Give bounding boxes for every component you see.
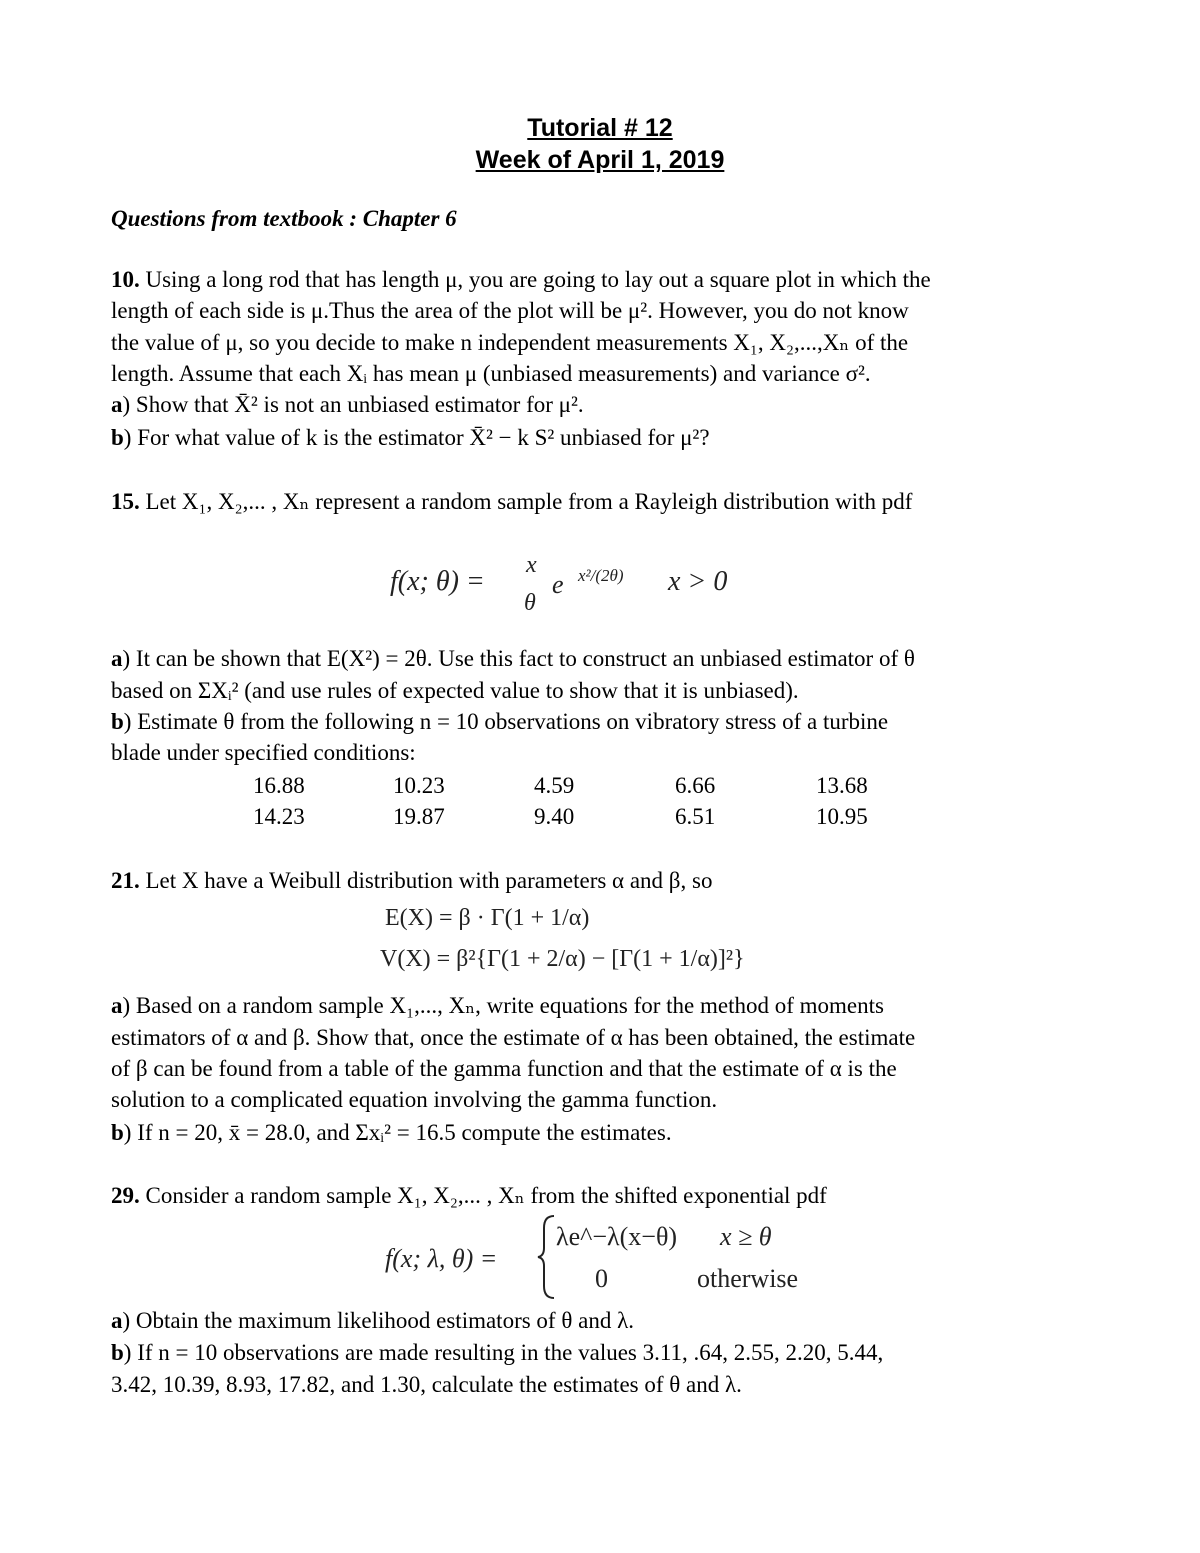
q15-pdf-lhs: f(x; θ) = (390, 566, 485, 597)
q15-a-text-1: ) It can be shown that E(X²) = 2θ. Use this fact to construct an unbiased estimator of θ (122, 646, 915, 671)
observation-value: 9.40 (534, 804, 575, 829)
q29-case-1-condition: x ≥ θ (720, 1222, 772, 1251)
q15-line-1 (111, 488, 912, 516)
q15-number: 15. (111, 489, 140, 514)
q15-text-1: Let X₁, X₂,... , Xₙ represent a random sample from a Rayleigh distribution with pdf (145, 489, 913, 514)
q15-part-a-1 (111, 645, 915, 673)
q15-pdf-exponent: x²/(2θ) (578, 566, 624, 585)
q10-part-a (111, 391, 584, 419)
q29-line-1 (111, 1182, 827, 1210)
q15-b-text-1: ) Estimate θ from the following n = 10 observations on vibratory stress of a turbine (123, 709, 889, 734)
q15-b-label: b (111, 709, 124, 734)
q29-a-label: a (111, 1308, 123, 1333)
observation-value: 6.66 (675, 773, 716, 798)
q21-part-b (111, 1119, 672, 1147)
q29-part-b-1 (111, 1339, 883, 1367)
q10-number: 10. (111, 267, 140, 292)
q15-pdf-exp-base: e (552, 570, 564, 599)
q21-number: 21. (111, 868, 140, 893)
q10-a-text: ) Show that X̄² is not an unbiased estimator for μ². (122, 392, 584, 417)
observation-value: 10.95 (816, 804, 868, 829)
q29-case-1-expression: λe^−λ(x−θ) (556, 1222, 678, 1251)
q21-part-a-1 (111, 992, 884, 1020)
q10-b-label: b (111, 425, 124, 450)
observation-value: 6.51 (675, 804, 716, 829)
q10-text-1: Using a long rod that has length μ, you are going to lay out a square plot in which the (145, 267, 931, 292)
q15-pdf-numerator: x (526, 552, 537, 578)
page-title: Tutorial # 12 (527, 114, 673, 142)
q21-a-text-1: ) Based on a random sample X₁,..., Xₙ, write equations for the method of moments (122, 993, 884, 1018)
q29-pdf-lhs: f(x; λ, θ) = (385, 1244, 498, 1273)
observation-value: 13.68 (816, 773, 868, 798)
q10-part-b (111, 424, 710, 452)
observation-value: 14.23 (253, 804, 305, 829)
observation-value: 10.23 (393, 773, 445, 798)
q10-line-1 (111, 266, 931, 294)
q29-b-text-1: ) If n = 10 observations are made resulting in the values 3.11, .64, 2.55, 2.20, 5.44, (123, 1340, 884, 1365)
q21-part-a-3: of β can be found from a table of the gamma function and that the estimate of α is the (111, 1056, 897, 1081)
q10-line-2: length of each side is μ.Thus the area of the plot will be μ². However, you do not know (111, 298, 909, 323)
q15-part-a-2: based on ΣXᵢ² (and use rules of expected value to show that it is unbiased). (111, 678, 799, 703)
q21-variance-equation: V(X) = β²{Γ(1 + 2/α) − [Γ(1 + 1/α)]²} (380, 946, 745, 972)
q21-line-1 (111, 867, 712, 895)
q29-part-a (111, 1307, 634, 1335)
q29-case-2-condition: otherwise (697, 1264, 799, 1293)
observation-value: 19.87 (393, 804, 445, 829)
observation-value: 16.88 (253, 773, 305, 798)
section-heading: Questions from textbook : Chapter 6 (111, 206, 457, 231)
q10-line-3: the value of μ, so you decide to make n independent measurements X₁, X₂,...,Xₙ of the (111, 330, 909, 355)
q21-text-1: Let X have a Weibull distribution with parameters α and β, so (145, 868, 713, 893)
q21-a-label: a (111, 993, 123, 1018)
q29-number: 29. (111, 1183, 140, 1208)
q21-b-label: b (111, 1120, 124, 1145)
q21-b-text: ) If n = 20, x̄ = 28.0, and Σxᵢ² = 16.5 compute the estimates. (123, 1120, 672, 1145)
q10-b-text: ) For what value of k is the estimator X̄² − k S² unbiased for μ²? (123, 425, 710, 450)
q10-a-label: a (111, 392, 123, 417)
q15-a-label: a (111, 646, 123, 671)
q29-case-2-expression: 0 (595, 1264, 608, 1293)
q29-b-label: b (111, 1340, 124, 1365)
q21-part-a-2: estimators of α and β. Show that, once the estimate of α has been obtained, the estimate (111, 1025, 916, 1050)
page-subtitle: Week of April 1, 2019 (475, 146, 725, 174)
q21-mean-equation: E(X) = β · Γ(1 + 1/α) (385, 905, 590, 931)
q15-part-b-2: blade under specified conditions: (111, 740, 416, 765)
observation-value: 4.59 (534, 773, 575, 798)
q15-pdf-condition: x > 0 (668, 566, 728, 597)
q15-part-b-1 (111, 708, 888, 736)
left-brace-icon (536, 1214, 558, 1300)
q10-line-4: length. Assume that each Xᵢ has mean μ (unbiased measurements) and variance σ². (111, 361, 871, 386)
q15-pdf-denominator: θ (524, 590, 536, 616)
q21-part-a-4: solution to a complicated equation involving the gamma function. (111, 1087, 718, 1112)
q29-text-1: Consider a random sample X₁, X₂,... , Xₙ from the shifted exponential pdf (145, 1183, 827, 1208)
q29-part-b-2: 3.42, 10.39, 8.93, 17.82, and 1.30, calculate the estimates of θ and λ. (111, 1372, 742, 1397)
q29-a-text: ) Obtain the maximum likelihood estimators of θ and λ. (122, 1308, 634, 1333)
